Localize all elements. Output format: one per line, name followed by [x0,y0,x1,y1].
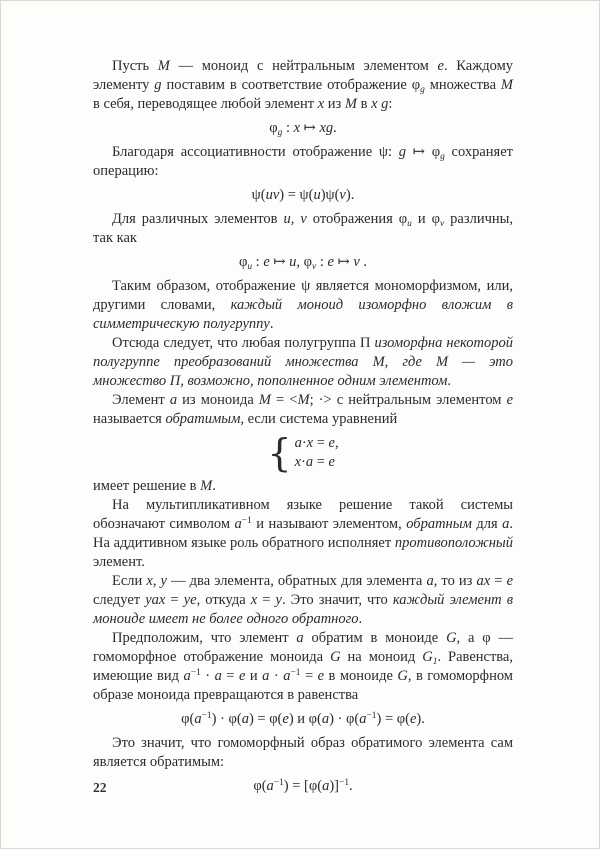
paragraph: имеет решение в M. [93,478,216,494]
paragraph: Элемент a из моноида M = <M; ·> с нейтральным элементом e называется обратимым, если система уравнений [93,392,513,427]
system-equation: x·a = e [294,454,335,470]
formula: ψ(uv) = ψ(u)ψ(v). [251,187,355,203]
page-number: 22 [93,780,107,795]
paragraph: Это значит, что гомоморфный образ обратимого элемента сам является обратимым: [93,735,513,770]
equation-system [93,431,513,475]
paragraph: На мультипликативном языке решение такой системы обозначают символом $a^{-1}$ и называют элементом, обратным для a. На аддитивном языке роль обратного исполняет противоположный элемент. [93,497,513,570]
paragraph: Пусть M — моноид с нейтральным элементом e. Каждому элементу g поставим в соответствие отображение $\varphi_g$ множества M в себя, переводящее любой элемент x из M в x g: [93,58,513,112]
curly-brace: { [267,431,292,475]
formula: $\varphi_u$ : e ↦ u, $\varphi_v$ : e ↦ v . [238,254,368,272]
formula: $\varphi_g$ : x ↦ xg. [269,120,337,138]
paragraph: Если x, y — два элемента, обратных для элемента a, то из ax = e следует yax = ye, откуда x = y. Это значит, что каждый элемент в моноиде имеет не более одного обратного. [93,573,513,627]
formula: $\varphi(a^{-1}) = [\varphi(a)]^{-1}$. [253,778,353,794]
paragraph: Благодаря ассоциативности отображение ψ: g ↦ $\varphi_g$ сохраняет операцию: [93,144,513,179]
paragraph: Отсюда следует, что любая полугруппа П изоморфна некоторой полугруппе преобразований множества M, где M — это множество П, возможно, пополненное одним элементом. [93,335,513,389]
paragraph: Для различных элементов u, v отображения $\varphi_u$ и $\varphi_v$ различны, так как [93,211,513,246]
paragraph: Таким образом, отображение ψ является мономорфизмом, или, другими словами, каждый моноид изоморфно вложим в симметрическую полугруппу. [93,278,513,332]
paragraph: Предположим, что элемент a обратим в моноиде G, а φ — гомоморфное отображение моноида G на моноид $G_1$. Равенства, имеющие вид $a^{-1} \cdot a = e$ и $a \cdot a^{-1} = e$ в моноиде G, в гомоморфном образе моноида превращаются в равенства [93,630,513,703]
system-equation: a·x = e, [294,435,339,451]
text-content [93,57,513,801]
formula: $\varphi(a^{-1}) \cdot \varphi(a) = \varphi(e)$ и $\varphi(a) \cdot \varphi(a^{-1}) = \varphi(e)$. [181,711,425,727]
